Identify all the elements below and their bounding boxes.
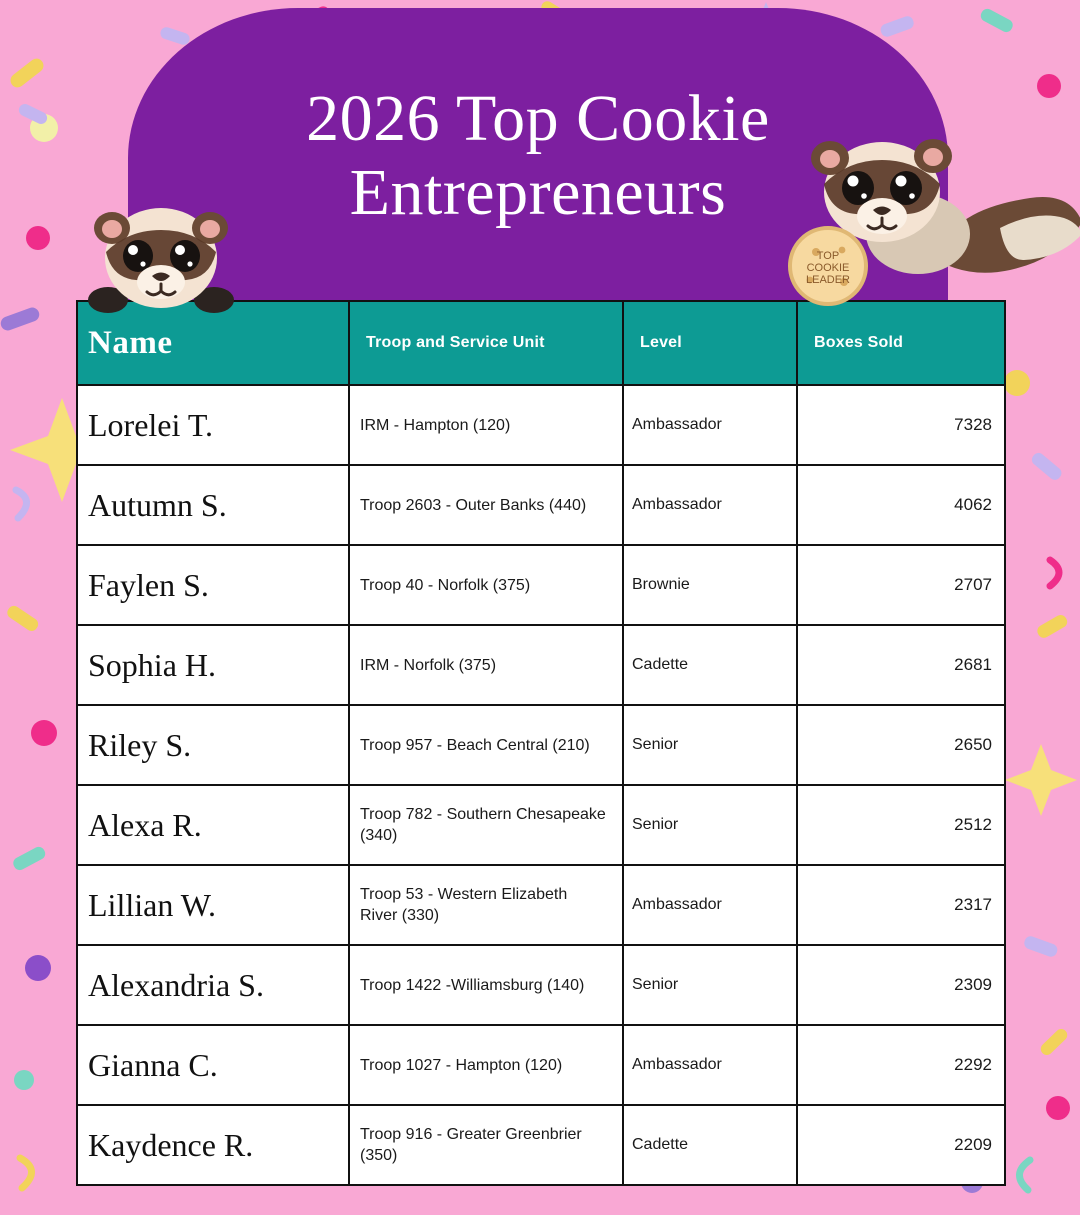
leaderboard-table-wrapper xyxy=(76,300,1004,1186)
table-row xyxy=(77,385,1005,465)
cell-level: Ambassador xyxy=(623,865,797,945)
cell-troop: IRM - Hampton (120) xyxy=(349,385,623,465)
cell-boxes: 2650 xyxy=(797,705,1005,785)
cell-name: Lillian W. xyxy=(77,865,349,945)
cell-troop: Troop 40 - Norfolk (375) xyxy=(349,545,623,625)
page-title-line-2: Entrepreneurs xyxy=(349,156,727,229)
cell-boxes: 2707 xyxy=(797,545,1005,625)
cell-boxes: 2512 xyxy=(797,785,1005,865)
table-row xyxy=(77,1105,1005,1185)
table-row xyxy=(77,625,1005,705)
cell-level: Ambassador xyxy=(623,465,797,545)
cell-troop: IRM - Norfolk (375) xyxy=(349,625,623,705)
cell-level: Cadette xyxy=(623,1105,797,1185)
cell-troop: Troop 1027 - Hampton (120) xyxy=(349,1025,623,1105)
cell-level: Brownie xyxy=(623,545,797,625)
cookie-badge xyxy=(790,228,866,304)
table-row xyxy=(77,465,1005,545)
cell-name: Gianna C. xyxy=(77,1025,349,1105)
cell-boxes: 2317 xyxy=(797,865,1005,945)
cell-name: Kaydence R. xyxy=(77,1105,349,1185)
cell-boxes: 7328 xyxy=(797,385,1005,465)
column-header-name: Name xyxy=(77,301,349,385)
cell-troop: Troop 1422 -Williamsburg (140) xyxy=(349,945,623,1025)
cell-name: Alexa R. xyxy=(77,785,349,865)
cell-troop: Troop 957 - Beach Central (210) xyxy=(349,705,623,785)
cell-boxes: 4062 xyxy=(797,465,1005,545)
cell-level: Ambassador xyxy=(623,385,797,465)
cell-level: Senior xyxy=(623,705,797,785)
cell-level: Cadette xyxy=(623,625,797,705)
cell-boxes: 2292 xyxy=(797,1025,1005,1105)
cell-name: Alexandria S. xyxy=(77,945,349,1025)
cell-troop: Troop 53 - Western Elizabeth River (330) xyxy=(349,865,623,945)
page-title-line-1: 2026 Top Cookie xyxy=(306,82,770,155)
svg-text:COOKIE: COOKIE xyxy=(806,262,850,274)
table-row xyxy=(77,865,1005,945)
cell-boxes: 2681 xyxy=(797,625,1005,705)
cell-level: Senior xyxy=(623,785,797,865)
cell-troop: Troop 2603 - Outer Banks (440) xyxy=(349,465,623,545)
cell-level: Ambassador xyxy=(623,1025,797,1105)
cell-name: Sophia H. xyxy=(77,625,349,705)
cell-troop: Troop 782 - Southern Chesapeake (340) xyxy=(349,785,623,865)
column-header-boxes-sold: Boxes Sold xyxy=(797,301,1005,385)
leaderboard-table xyxy=(76,300,1006,1186)
column-header-troop: Troop and Service Unit xyxy=(349,301,623,385)
table-row xyxy=(77,945,1005,1025)
cell-boxes: 2209 xyxy=(797,1105,1005,1185)
table-row xyxy=(77,705,1005,785)
ferret-illustration-right xyxy=(786,130,1080,320)
table-row xyxy=(77,785,1005,865)
table-row xyxy=(77,545,1005,625)
cell-name: Faylen S. xyxy=(77,545,349,625)
svg-text:TOP: TOP xyxy=(816,250,840,262)
column-header-level: Level xyxy=(623,301,797,385)
ferret-illustration-left xyxy=(82,196,242,321)
table-body xyxy=(77,385,1005,1185)
cell-level: Senior xyxy=(623,945,797,1025)
svg-text:LEADER: LEADER xyxy=(805,274,851,286)
cell-name: Riley S. xyxy=(77,705,349,785)
cell-boxes: 2309 xyxy=(797,945,1005,1025)
table-row xyxy=(77,1025,1005,1105)
cell-name: Lorelei T. xyxy=(77,385,349,465)
cell-name: Autumn S. xyxy=(77,465,349,545)
cell-troop: Troop 916 - Greater Greenbrier (350) xyxy=(349,1105,623,1185)
